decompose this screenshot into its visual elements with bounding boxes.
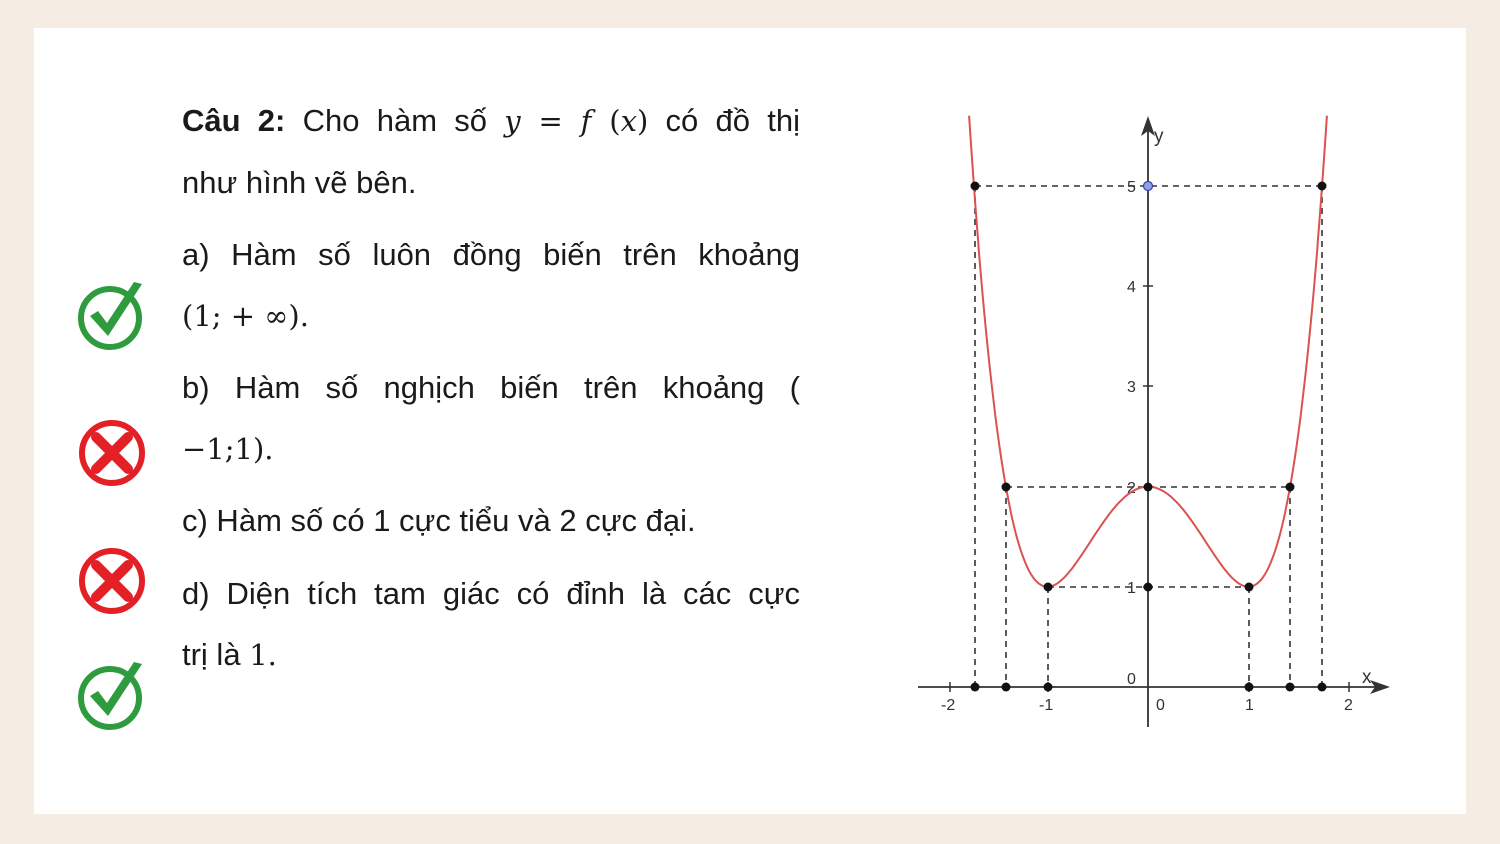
statement-b-interval: −1;1). [182, 432, 274, 466]
x-tick-label: -1 [1039, 697, 1054, 714]
y-axis [1141, 116, 1155, 727]
y-tick-label: 2 [1127, 480, 1136, 497]
y-tick-label: 1 [1127, 580, 1136, 597]
x-axis-label: x [1362, 667, 1372, 688]
question-line-2: như hình vẽ bên. [182, 165, 417, 200]
statement-a: a) Hàm số luôn đồng biến trên khoảng [182, 237, 800, 272]
statement-a-interval: (1; + ∞). [182, 299, 309, 333]
y-tick-label: 4 [1127, 279, 1136, 296]
y-tick-label: 5 [1127, 179, 1136, 196]
statement-d-value: 1. [249, 638, 277, 672]
question-intro: Cho hàm số [302, 103, 488, 138]
statement-c: c) Hàm số có 1 cực tiểu và 2 cực đại. [182, 503, 696, 538]
origin-label: 0 [1127, 671, 1136, 688]
question-label: Câu 2: [182, 103, 286, 138]
statement-d: d) Diện tích tam giác có đỉnh là các cực [182, 576, 800, 611]
x-tick-label: 1 [1245, 697, 1254, 714]
x-tick-label: 2 [1344, 697, 1353, 714]
axis-ticks [950, 186, 1349, 692]
x-tick-label: -2 [941, 697, 956, 714]
function-formula: y = f (x) [504, 104, 649, 138]
x-tick-label: 0 [1156, 697, 1165, 714]
statement-d-line-2: trị là 1. [182, 637, 277, 672]
question-intro-end: có đồ thị [665, 103, 800, 138]
y-axis-label: y [1154, 126, 1164, 147]
statement-b: b) Hàm số nghịch biến trên khoảng ( [182, 370, 800, 405]
highlight-point [1144, 182, 1153, 191]
y-tick-label: 3 [1127, 379, 1136, 396]
